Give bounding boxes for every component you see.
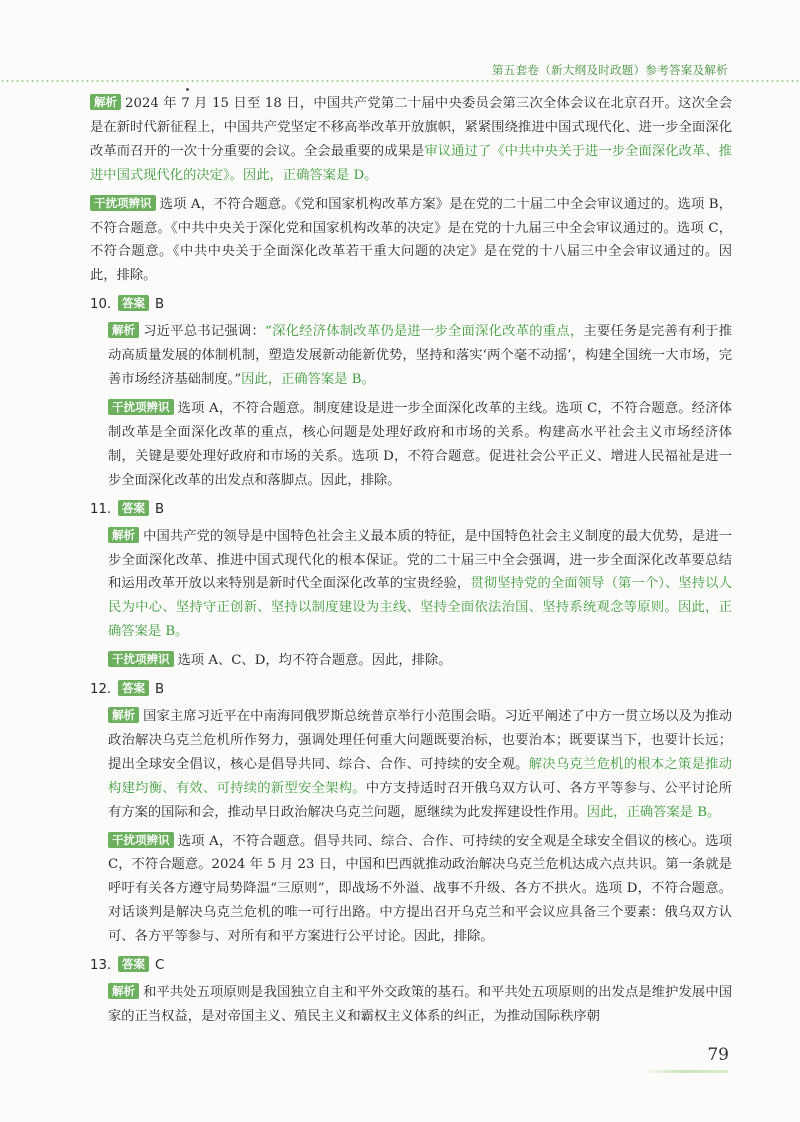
question-number: 13. (90, 958, 112, 974)
distractor-paragraph (90, 649, 732, 673)
analysis-tag: 解析 (108, 983, 139, 999)
distractor-tag: 干扰项辨识 (90, 195, 156, 211)
body-text: 选项 A，不符合题意。制度建设是进一步全面深化改革的主线。选项 C，不符合题意。经济体制改革是全面深化改革的重点，核心问题是处理好政府和市场的关系。构建高水平社会主义市场经济体制，关键是要处理好政府和市场的关系。选项 D，不符合题意。促进社会公平正义、增进人民福祉是进一步全面深化改革的出发点和落脚点。因此，排除。 (108, 400, 732, 488)
distractor-tag: 干扰项辨识 (108, 832, 174, 848)
highlighted-text: 因此，正确答案是 B。 (586, 804, 721, 820)
body-text: 习近平总书记强调： (143, 324, 266, 340)
question-number: 11. (90, 501, 112, 517)
body-text: 中国共产党的领导是中国特色社会主义最本质的特征，是中国特色社会主义制度的最大优势，是进一步全面深化改革、推进中国式现代化的根本保证。党的二十届三中全会强调，进一步全面深化改革要总结和运用改革开放以来特别是新时代全面深化改革的宝贵经验， (108, 528, 732, 592)
highlighted-text: 解决乌克兰危机的根本之策是推动构建均衡、有效、可持续的新型安全架构。 (108, 756, 733, 796)
analysis-paragraph (90, 705, 732, 825)
page-header (0, 0, 800, 80)
header-dotted-rule (0, 80, 800, 82)
analysis-paragraph (90, 320, 732, 392)
page-number: 79 (707, 1045, 729, 1065)
distractor-tag: 干扰项辨识 (108, 399, 174, 415)
body-text: 主要任务是完善有利于推动高质量发展的体制机制，塑造发展新动能新优势，坚持和落实‘两个毫不动摇’，构建全国统一大市场，完善市场经济基础制度。” (108, 324, 732, 388)
highlighted-text: “深化经济体制改革仍是进一步全面深化改革的重点， (265, 324, 584, 340)
body-text: 中方支持适时召开俄乌双方认可、各方平等参与、公平讨论所有方案的国际和会，推动早日政治解决乌克兰问题，愿继续为此发挥建设性作用。 (108, 780, 733, 820)
question-answer-line (90, 498, 732, 522)
analysis-paragraph (90, 92, 732, 188)
analysis-paragraph (90, 981, 732, 1029)
question-answer-line (90, 954, 732, 978)
header-title: 第五套卷（新大纲及时政题）参考答案及解析 (492, 63, 728, 77)
answer-letter: B (155, 297, 165, 313)
highlighted-text: 贯彻坚持党的全面领导（第一个）、坚持以人民为中心、坚持守正创新、坚持以制度建设为主线、坚持全面依法治国、坚持系统观念等原则。因此，正确答案是 B。 (108, 576, 732, 640)
answer-explanations (90, 92, 732, 1034)
answer-tag: 答案 (118, 680, 149, 696)
body-text: 和平共处五项原则是我国独立自主和平外交政策的基石。和平共处五项原则的出发点是维护发展中国家的正当权益，是对帝国主义、殖民主义和霸权主义体系的纠正，为推动国际秩序朝 (108, 985, 732, 1024)
analysis-tag: 解析 (108, 322, 139, 338)
analysis-tag: 解析 (90, 94, 121, 110)
distractor-paragraph (90, 397, 732, 493)
body-text: 选项 A，不符合题意。《党和国家机构改革方案》是在党的二十届二中全会审议通过的。选项 B，不符合题意。《中共中央关于深化党和国家机构改革的决定》是在党的十九届三中全会审议通过的。选项 C，不符合题意。《中共中央关于全面深化改革若干重大问题的决定》是在党的十八届三中全会审议通过的。因此，排除。 (90, 196, 732, 284)
header-dot-mark (186, 88, 189, 91)
question-answer-line (90, 678, 732, 702)
highlighted-text: 审议通过了《中共中央关于进一步全面深化改革、推进中国式现代化的决定》。因此，正确答案是 D。 (90, 143, 733, 183)
answer-letter: C (155, 958, 165, 974)
distractor-tag: 干扰项辨识 (108, 651, 174, 667)
answer-letter: B (155, 682, 165, 698)
analysis-paragraph (90, 525, 732, 645)
answer-tag: 答案 (118, 295, 149, 311)
distractor-paragraph (90, 193, 732, 289)
question-number: 12. (90, 682, 112, 698)
question-answer-line (90, 293, 732, 317)
answer-letter: B (155, 501, 165, 517)
body-text: 选项 A、C、D，均不符合题意。因此，排除。 (177, 653, 452, 669)
body-text: 选项 A，不符合题意。倡导共同、综合、合作、可持续的安全观是全球安全倡议的核心。选项 C，不符合题意。2024 年 5 月 23 日，中国和巴西就推动政治解决乌克兰危机达成六点共识。第一条就是呼吁有关各方遵守局势降温“三原则”，即战场不外溢、战事不升级、各方不拱火。选项 D，不符合题意。对话谈判是解决乌克兰危机的唯一可行出路。中方提出召开乌克兰和平会议应具备三个要素：俄乌双方认可、各方平等参与、对所有和平方案进行公平讨论。因此，排除。 (108, 833, 732, 945)
footer-accent-bar (644, 1070, 728, 1073)
body-text: 国家主席习近平在中南海同俄罗斯总统普京举行小范围会晤。习近平阐述了中方一贯立场以及为推动政治解决乌克兰危机所作努力，强调处理任何重大问题既要治标，也要治本；既要谋当下，也要计长远；提出全球安全倡议，核心是倡导共同、综合、合作、可持续的安全观。 (108, 709, 732, 772)
highlighted-text: 因此，正确答案是 B。 (241, 372, 375, 388)
distractor-paragraph (90, 830, 732, 950)
body-text: 2024 年 7 月 15 日至 18 日，中国共产党第二十届中央委员会第三次全体会议在北京召开。这次全会是在新时代新征程上，中国共产党坚定不移高举改革开放旗帜，紧紧围绕推进中国式现代化、进一步全面深化改革而召开的一次十分重要的会议。全会最重要的成果是 (90, 96, 732, 159)
question-number: 10. (90, 297, 112, 313)
answer-tag: 答案 (118, 956, 149, 972)
analysis-tag: 解析 (108, 707, 139, 723)
analysis-tag: 解析 (108, 527, 139, 543)
answer-tag: 答案 (118, 500, 149, 516)
